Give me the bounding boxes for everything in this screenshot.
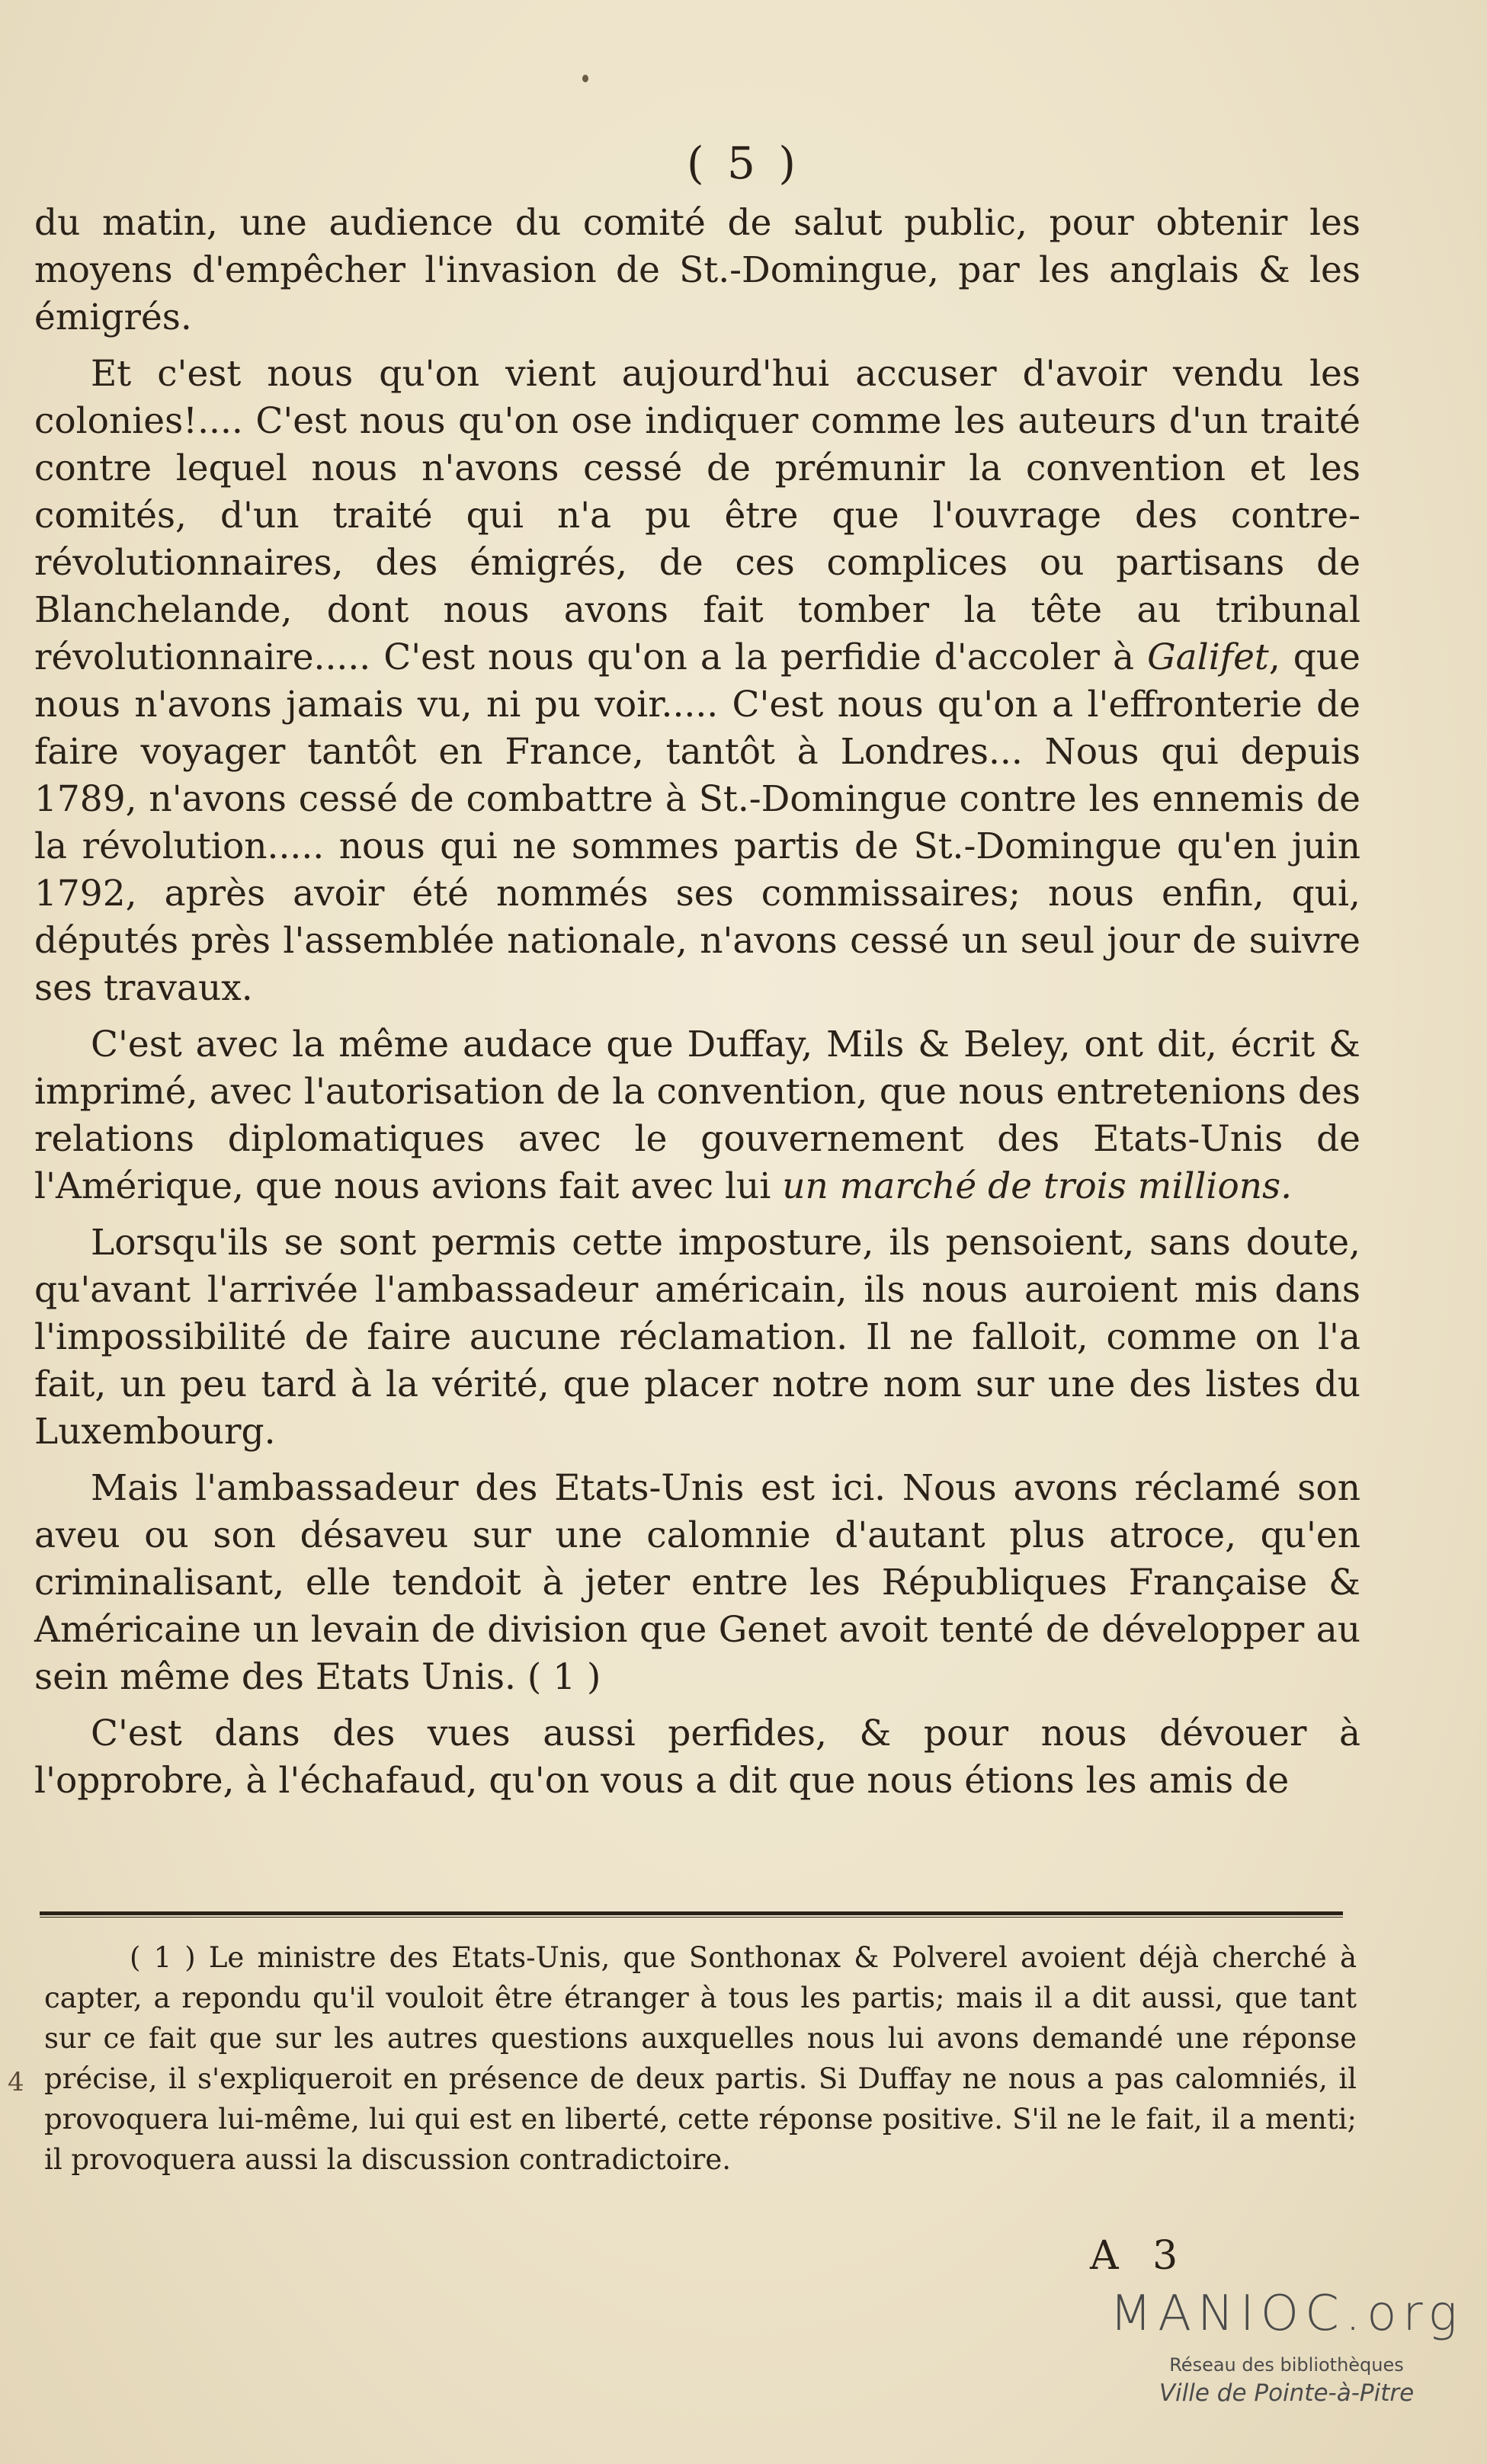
margin-mark: 4 [8, 2067, 24, 2097]
paragraph-6: C'est dans des vues aussi perfides, & pour nous dévouer à l'opprobre, à l'échafaud, qu'on vous a dit que nous étions les amis de [34, 1713, 1360, 1802]
body-text [34, 200, 1360, 1814]
logo-name: MANIOC.org [1110, 2286, 1463, 2342]
paragraph-3: C'est avec la même audace que Duffay, Mils & Beley, ont dit, écrit & imprimé, avec l'autorisation de la convention, que nous entretenions des relations diplomatiques avec le gouvernement des Etats-Unis de l'Amérique, que nous avions fait avec lui un marché de trois millions. [34, 1024, 1360, 1207]
italic-phrase: un marché de trois millions. [782, 1165, 1293, 1207]
footnote: ( 1 ) Le ministre des Etats-Unis, que Sonthonax & Polverel avoient déjà cherché à capter, a repondu qu'il vouloit être étranger à tous les partis; mais il a dit aussi, que tant sur ce fait que sur les autres questions auxquelles nous lui avons demandé une réponse précise, il s'expliqueroit en présence de deux partis. Si Duffay ne nous a pas calomniés, il provoquera lui-même, lui qui est en liberté, cette réponse positive. S'il ne le fait, il a menti; il provoquera aussi la discussion contradictoire. [44, 1941, 1357, 2176]
footnote-divider [40, 1911, 1343, 1918]
page-number: ( 5 ) [686, 137, 801, 189]
paragraph-5: Mais l'ambassadeur des Etats-Unis est ici. Nous avons réclamé son aveu ou son désaveu sur une calomnie d'autant plus atroce, qu'en criminalisant, elle tendoit à jeter entre les Républiques Française & Américaine un levain de division que Genet avoit tenté de développer au sein même des Etats Unis. ( 1 ) [34, 1467, 1360, 1698]
logo-location: Ville de Pointe-à-Pitre [1159, 2379, 1415, 2407]
paragraph-1: du matin, une audience du comité de salut public, pour obtenir les moyens d'empêcher l'invasion de St.-Domingue, par les anglais & les émigrés. [34, 202, 1360, 338]
logo-subtitle: Réseau des bibliothèques [1169, 2354, 1404, 2376]
paragraph-4: Lorsqu'ils se sont permis cette imposture, ils pensoient, sans doute, qu'avant l'arrivée l'ambassadeur américain, ils nous auroient mis dans l'impossibilité de faire aucune réclamation. Il ne falloit, comme on l'a fait, un peu tard à la vérité, que placer notre nom sur une des listes du Luxembourg. [34, 1222, 1360, 1453]
paragraph-2: Et c'est nous qu'on vient aujourd'hui accuser d'avoir vendu les colonies!.... C'est nous qu'on ose indiquer comme les auteurs d'un traité contre lequel nous n'avons cessé de prémunir la convention et les comités, d'un traité qui n'a pu être que l'ouvrage des contre-révolutionnaires, des émigrés, de ces complices ou partisans de Blanchelande, dont nous avons fait tomber la tête au tribunal révolutionnaire..... C'est nous qu'on a la perfidie d'accoler à Galifet, que nous n'avons jamais vu, ni pu voir..... C'est nous qu'on a l'effronterie de faire voyager tantôt en France, tantôt à Londres... Nous qui depuis 1789, n'avons cessé de combattre à St.-Domingue contre les ennemis de la révolution..... nous qui ne sommes partis de St.-Domingue qu'en juin 1792, après avoir été nommés ses commissaires; nous enfin, qui, députés près l'assemblée nationale, n'avons cessé un seul jour de suivre ses travaux. [34, 353, 1360, 1009]
ink-spot [582, 75, 588, 82]
italic-name: Galifet [1147, 636, 1269, 678]
manioc-logo [1104, 2285, 1469, 2408]
signature-mark: A 3 [1090, 2233, 1189, 2279]
